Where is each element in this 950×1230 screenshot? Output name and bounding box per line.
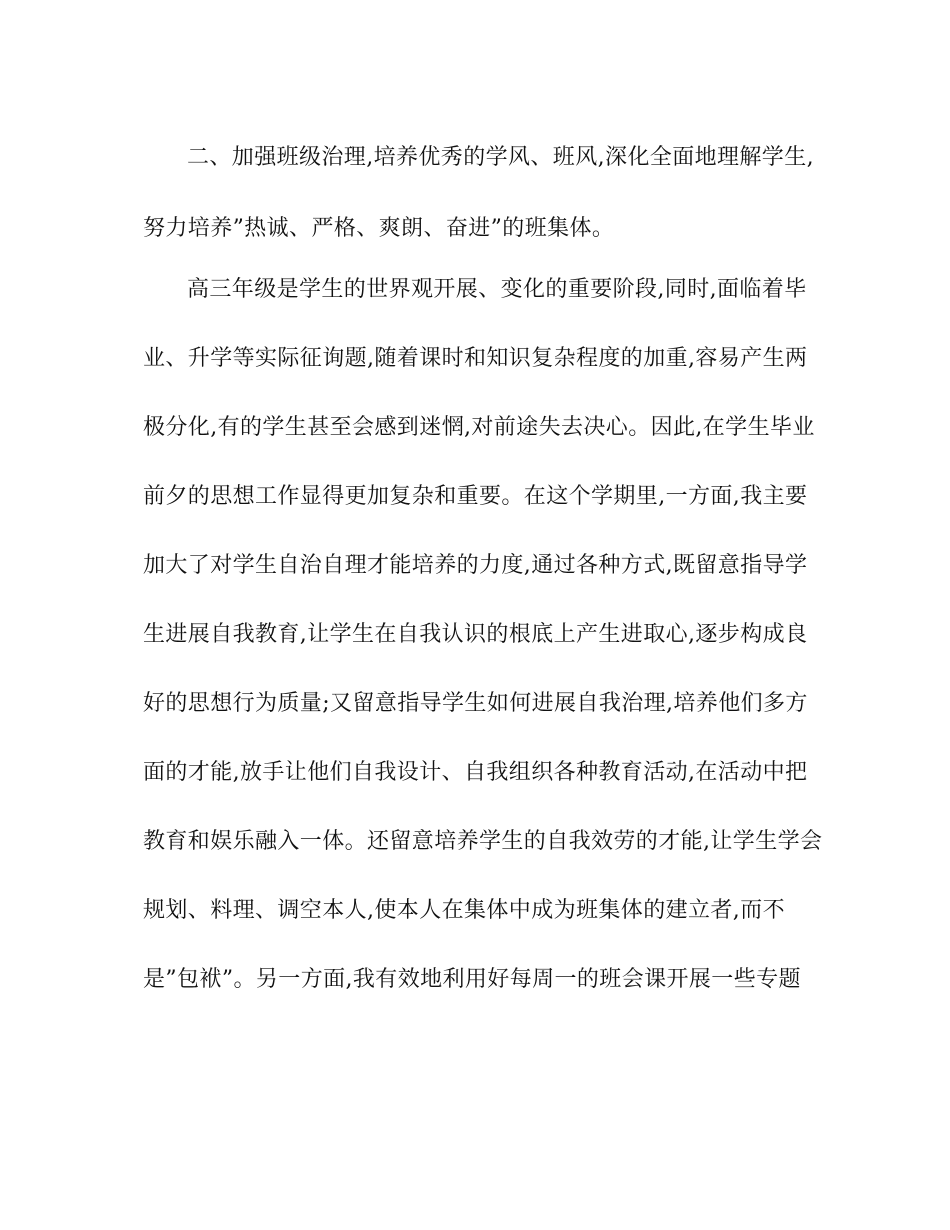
paragraph-2-line-9: 教育和娱乐融入一体。还留意培养学生的自我效劳的才能,让学生学会 bbox=[143, 829, 823, 854]
paragraph-2-line-8: 面的才能,放手让他们自我设计、自我组织各种教育活动,在活动中把 bbox=[143, 760, 808, 785]
paragraph-2-line-3: 极分化,有的学生甚至会感到迷惘,对前途失去决心。因此,在学生毕业 bbox=[143, 415, 815, 440]
paragraph-2-line-11: 是”包袱”。另一方面,我有效地利用好每周一的班会课开展一些专题 bbox=[143, 967, 801, 992]
paragraph-2-line-2: 业、升学等实际征询题,随着课时和知识复杂程度的加重,容易产生两 bbox=[143, 346, 808, 371]
paragraph-2-line-4: 前夕的思想工作显得更加复杂和重要。在这个学期里,一方面,我主要 bbox=[143, 484, 808, 509]
paragraph-2-line-6: 生进展自我教育,让学生在自我认识的根底上产生进取心,逐步构成良 bbox=[143, 622, 808, 647]
paragraph-2-line-1: 高三年级是学生的世界观开展、变化的重要阶段,同时,面临着毕 bbox=[187, 277, 807, 302]
paragraph-1-line-1: 二、加强班级治理,培养优秀的学风、班风,深化全面地理解学生, bbox=[187, 145, 814, 170]
paragraph-2-line-5: 加大了对学生自治自理才能培养的力度,通过各种方式,既留意指导学 bbox=[143, 553, 808, 578]
paragraph-1-line-2: 努力培养”热诚、严格、爽朗、奋进”的班集体。 bbox=[143, 216, 615, 241]
paragraph-2-line-7: 好的思想行为质量;又留意指导学生如何进展自我治理,培养他们多方 bbox=[143, 691, 808, 716]
paragraph-2-line-10: 规划、料理、调空本人,使本人在集体中成为班集体的建立者,而不 bbox=[143, 898, 785, 923]
